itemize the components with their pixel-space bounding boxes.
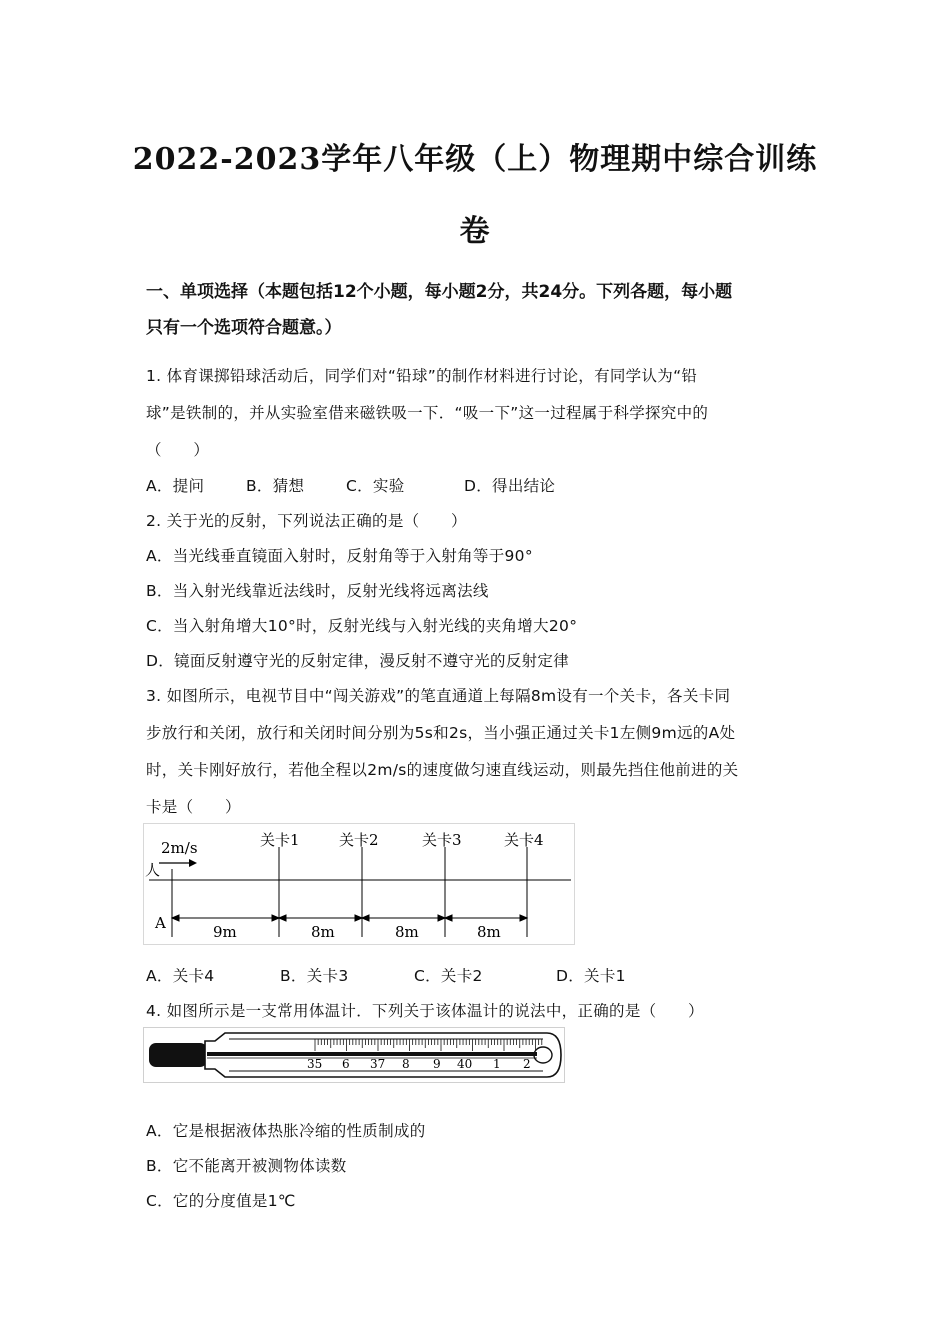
scale-37: 37 — [370, 1057, 386, 1071]
q3-option-d: D．关卡1 — [556, 967, 626, 985]
scale-41: 1 — [493, 1057, 501, 1071]
q2-option-d: D．镜面反射遵守光的反射定律，漫反射不遵守光的反射定律 — [146, 652, 570, 670]
distance-2-label: 8m — [311, 923, 335, 941]
q3-line4: 卡是（ ） — [146, 798, 241, 816]
q2-option-b: B．当入射光线靠近法线时，反射光线将远离法线 — [146, 582, 489, 600]
mercury-column — [207, 1052, 537, 1056]
point-a-label: A — [155, 914, 166, 932]
thermometer-diagram — [143, 1027, 565, 1083]
scale-38: 8 — [402, 1057, 410, 1071]
distance-3-label: 8m — [395, 923, 419, 941]
section-heading-line1: 一、单项选择（本题包括12个小题，每小题2分，共24分。下列各题，每小题 — [146, 282, 733, 302]
person-label: 人 — [145, 861, 161, 879]
q3-option-c: C．关卡2 — [414, 967, 483, 985]
q1-option-b: B．猜想 — [246, 477, 305, 495]
gate-3-label: 关卡3 — [422, 831, 462, 849]
q3-line2: 步放行和关闭，放行和关闭时间分别为5s和2s，当小强正通过关卡1左侧9m远的A处 — [146, 724, 736, 742]
thermometer-cap — [149, 1043, 207, 1067]
page-title-line2: 卷 — [459, 214, 491, 249]
q2-option-c: C．当入射角增大10°时，反射光线与入射光线的夹角增大20° — [146, 617, 578, 635]
scale-39: 9 — [433, 1057, 441, 1071]
q3-options — [146, 964, 626, 986]
q2-option-a: A．当光线垂直镜面入射时，反射角等于入射角等于90° — [146, 547, 533, 565]
q3-option-b: B．关卡3 — [280, 967, 349, 985]
q4-option-a: A．它是根据液体热胀冷缩的性质制成的 — [146, 1122, 426, 1140]
section-heading-line2: 只有一个选项符合题意。） — [146, 318, 342, 338]
scale-35: 35 — [307, 1057, 323, 1071]
gate-4-label: 关卡4 — [504, 831, 544, 849]
q3-line1: 3. 如图所示，电视节目中“闯关游戏”的笔直通道上每隔8m设有一个关卡，各关卡同 — [146, 687, 731, 705]
q1-options — [146, 474, 555, 496]
scale-40: 40 — [457, 1057, 473, 1071]
q1-option-a: A．提问 — [146, 477, 205, 495]
q1-line3: （ ） — [146, 441, 210, 459]
q4-option-b: B．它不能离开被测物体读数 — [146, 1157, 347, 1175]
q3-line3: 时，关卡刚好放行，若他全程以2m/s的速度做匀速直线运动，则最先挡住他前进的关 — [146, 761, 739, 779]
q1-line2: 球”是铁制的，并从实验室借来磁铁吸一下．“吸一下”这一过程属于科学探究中的 — [146, 404, 709, 422]
distance-1-label: 9m — [213, 923, 237, 941]
page-title-line1: 2022-2023学年八年级（上）物理期中综合训练 — [132, 142, 818, 177]
q4-option-c: C．它的分度值是1℃ — [146, 1192, 296, 1210]
q4-stem: 4. 如图所示是一支常用体温计．下列关于该体温计的说法中，正确的是（ ） — [146, 1002, 704, 1020]
q1-option-d: D．得出结论 — [464, 477, 556, 495]
gate-diagram — [143, 823, 575, 945]
distance-4-label: 8m — [477, 923, 501, 941]
section-heading — [146, 275, 826, 345]
scale-42: 2 — [523, 1057, 531, 1071]
scale-36: 6 — [342, 1057, 350, 1071]
q1-option-c: C．实验 — [346, 477, 405, 495]
gate-1-label: 关卡1 — [260, 831, 300, 849]
q2-stem: 2. 关于光的反射，下列说法正确的是（ ） — [146, 512, 467, 530]
q1-line1: 1. 体育课掷铅球活动后，同学们对“铅球”的制作材料进行讨论，有同学认为“铅 — [146, 367, 698, 385]
q3-option-a: A．关卡4 — [146, 967, 215, 985]
gate-2-label: 关卡2 — [339, 831, 379, 849]
speed-label: 2m/s — [161, 839, 198, 857]
